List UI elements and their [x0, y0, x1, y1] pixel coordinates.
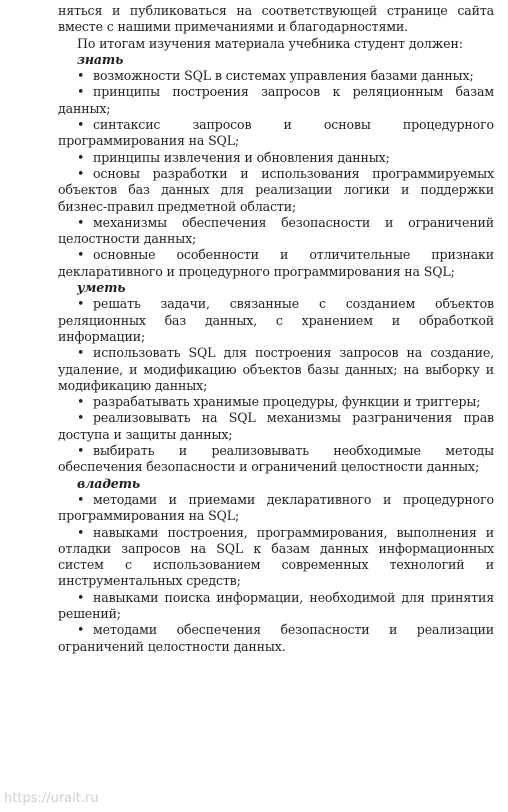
bullet-icon: •	[77, 491, 85, 507]
list-item	[58, 296, 494, 345]
list-item	[58, 492, 494, 525]
section-master	[58, 476, 494, 655]
footer-url: https://urait.ru	[4, 791, 99, 806]
list-item-text: механизмы обеспечения безопасности и ограничений целостности данных;	[58, 214, 494, 247]
bullet-icon: •	[77, 589, 85, 605]
list-item	[58, 525, 494, 590]
bullet-icon: •	[77, 214, 85, 230]
bullet-icon: •	[77, 117, 85, 133]
bullet-icon: •	[77, 345, 85, 361]
list-item-text: методами обеспечения безопасности и реализации ограничений целостности данных.	[58, 622, 494, 654]
list-item-text: принципы построения запросов к реляционным базам данных;	[58, 84, 494, 116]
list-item-text: принципы извлечения и обновления данных;	[93, 149, 390, 165]
bullet-icon: •	[77, 622, 85, 638]
list-item	[58, 247, 494, 280]
list-item	[58, 622, 494, 655]
bullet-icon: •	[77, 394, 85, 410]
intro-lead: По итогам изучения материала учебника студент должен:	[77, 35, 463, 51]
bullet-icon: •	[77, 410, 85, 426]
list-item-text: методами и приемами декларативного и процедурного программирования на SQL;	[58, 491, 494, 524]
list-item-text: разрабатывать хранимые процедуры, функции и триггеры;	[93, 394, 481, 410]
section-heading-can: уметь	[77, 280, 126, 296]
bullet-icon: •	[77, 296, 85, 312]
section-can	[58, 280, 494, 476]
intro-continuation: няться и публиковаться на соответствующей странице сайта вместе с нашими примечаниями и благодарностями.	[58, 3, 494, 35]
list-item	[58, 394, 494, 410]
bullet-icon: •	[77, 524, 85, 540]
section-know	[58, 52, 494, 280]
list-item-text: возможности SQL в системах управления базами данных;	[93, 68, 474, 84]
list-item-text: основные особенности и отличительные признаки декларативного и процедурного программирования на SQL;	[58, 247, 494, 279]
bullet-icon: •	[77, 443, 85, 459]
list-item-text: выбирать и реализовывать необходимые методы обеспечения безопасности и ограничений целостности данных;	[58, 443, 494, 475]
bullet-icon: •	[77, 68, 85, 84]
list-item-text: основы разработки и использования программируемых объектов баз данных для реализации логики и поддержки бизнес-правил предметной области;	[58, 165, 494, 214]
list-item	[58, 84, 494, 117]
list-item	[58, 68, 494, 84]
list-item-text: синтаксис запросов и основы процедурного программирования на SQL;	[58, 117, 494, 149]
list-item	[58, 166, 494, 215]
page-text	[58, 3, 494, 655]
bullet-icon: •	[77, 84, 85, 100]
list-item	[58, 117, 494, 150]
list-item	[58, 150, 494, 166]
section-heading-master: владеть	[77, 475, 141, 491]
bullet-icon: •	[77, 247, 85, 263]
list-item-text: реализовывать на SQL механизмы разграничения прав доступа и защиты данных;	[58, 410, 494, 442]
list-item	[58, 215, 494, 248]
list-item	[58, 410, 494, 443]
bullet-icon: •	[77, 149, 85, 165]
list-item-text: использовать SQL для построения запросов на создание, удаление, и модификацию объектов базы данных; на выборку и модификацию данных;	[58, 345, 494, 393]
list-item	[58, 443, 494, 476]
list-item-text: решать задачи, связанные с созданием объектов реляционных баз данных, с хранением и обработкой информации;	[58, 296, 494, 344]
bullet-icon: •	[77, 165, 85, 181]
section-heading-know: знать	[77, 51, 124, 67]
list-item	[58, 590, 494, 623]
list-item	[58, 345, 494, 394]
list-item-text: навыками построения, программирования, выполнения и отладки запросов на SQL к базам данных информационных систем с использованием современных технологий и инструментальных средств;	[58, 524, 494, 589]
list-item-text: навыками поиска информации, необходимой для принятия решений;	[58, 589, 494, 621]
